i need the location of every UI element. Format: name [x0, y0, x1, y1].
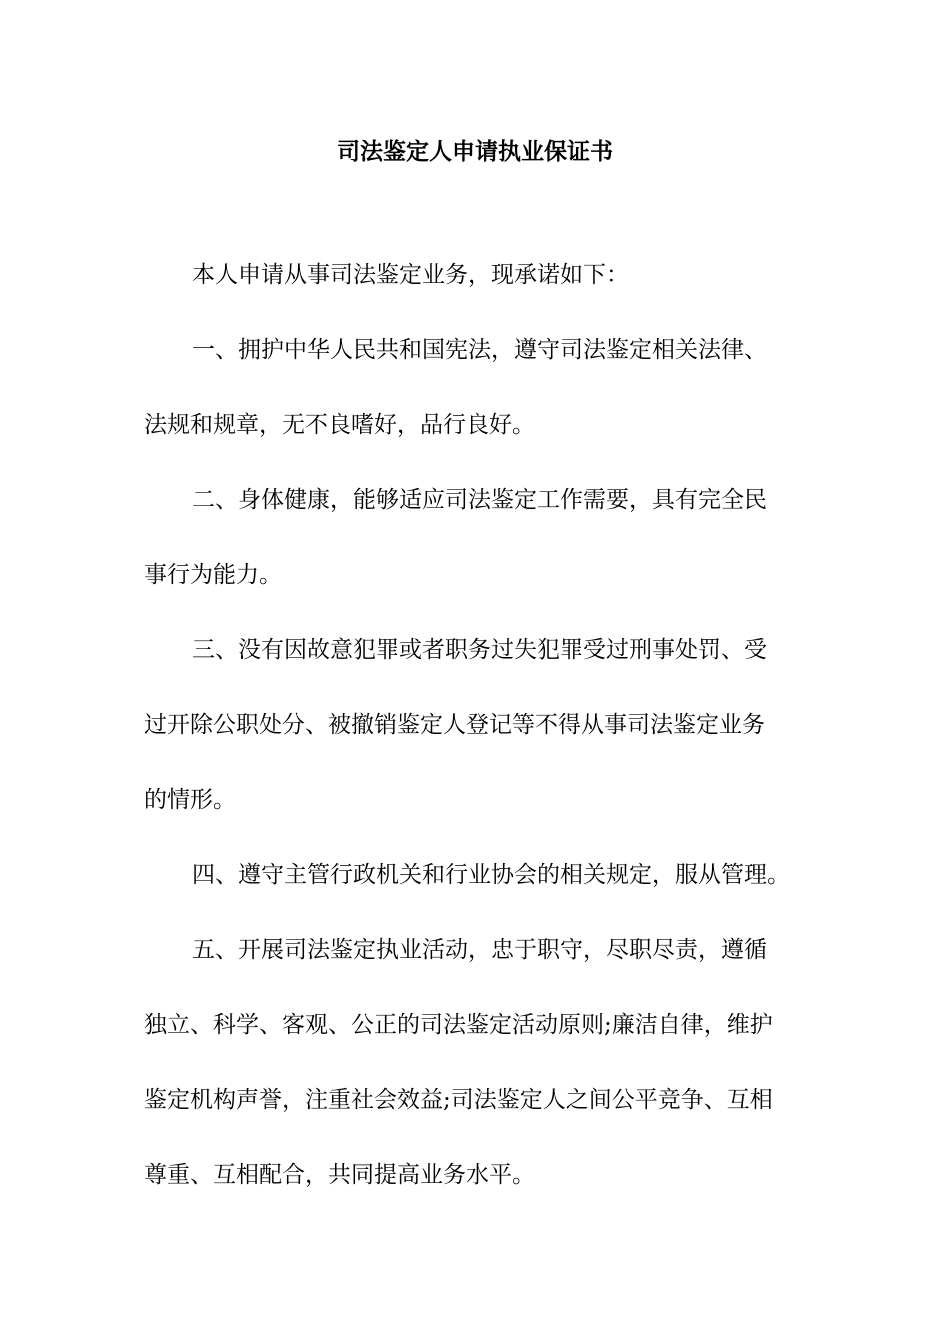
- clause-4-line-1: 四、遵守主管行政机关和行业协会的相关规定，服从管理。: [192, 862, 790, 888]
- clause-1-line-1: 一、拥护中华人民共和国宪法，遵守司法鉴定相关法律、: [192, 337, 767, 363]
- clause-1-line-2: 法规和规章，无不良嗜好，品行良好。: [144, 412, 535, 438]
- clause-5-line-3: 鉴定机构声誉，注重社会效益;司法鉴定人之间公平竞争、互相: [144, 1087, 773, 1113]
- clause-5-line-2: 独立、科学、客观、公正的司法鉴定活动原则;廉洁自律，维护: [144, 1012, 773, 1038]
- clause-3-line-2: 过开除公职处分、被撤销鉴定人登记等不得从事司法鉴定业务: [144, 712, 765, 738]
- clause-3-line-3: 的情形。: [144, 787, 236, 813]
- clause-3-line-1: 三、没有因故意犯罪或者职务过失犯罪受过刑事处罚、受: [192, 637, 767, 663]
- clause-5-line-4: 尊重、互相配合，共同提高业务水平。: [144, 1162, 535, 1188]
- clause-2-line-2: 事行为能力。: [144, 562, 282, 588]
- document-title: 司法鉴定人申请执业保证书: [337, 138, 613, 165]
- clause-5-line-1: 五、开展司法鉴定执业活动，忠于职守，尽职尽责，遵循: [192, 937, 767, 963]
- intro-line: 本人申请从事司法鉴定业务，现承诺如下：: [192, 262, 629, 288]
- clause-2-line-1: 二、身体健康，能够适应司法鉴定工作需要，具有完全民: [192, 487, 767, 513]
